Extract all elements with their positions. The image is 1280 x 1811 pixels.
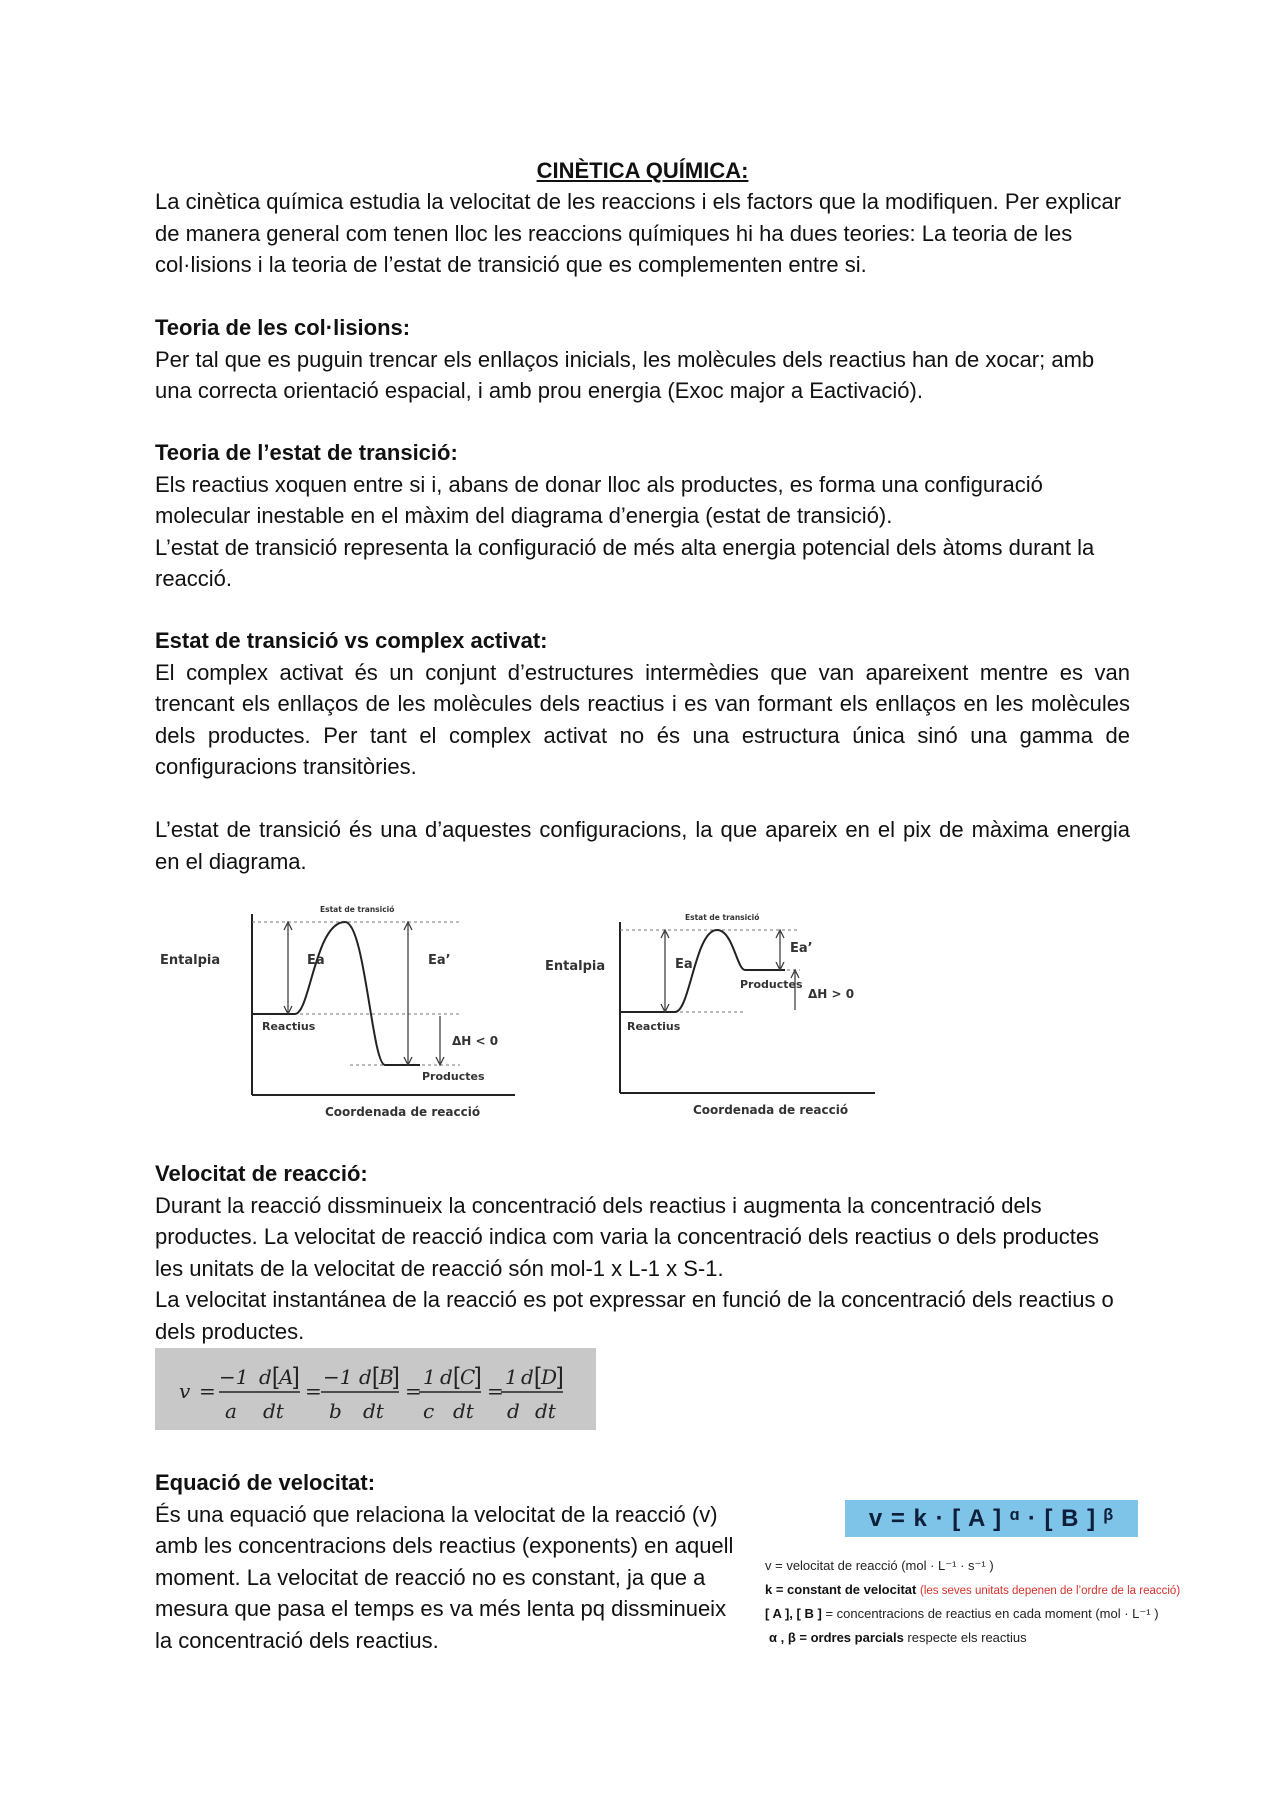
term-c-dt: dt [453, 1399, 474, 1423]
k-definition-note: (les seves unitats depenen de l’ordre de la reacció) [919, 1585, 1181, 1597]
orders-definition-bold: α , β = ordres parcials [769, 1630, 904, 1645]
page-title: CINÈTICA QUÍMICA: [536, 158, 749, 183]
intro-paragraph [155, 186, 1130, 281]
energy-curve [252, 922, 420, 1065]
term-d-d: d [521, 1365, 534, 1389]
v-definition: v = velocitat de reacció (mol · L⁻¹ · s⁻¹ ) [765, 1558, 994, 1573]
section-heading: Equació de velocitat: [155, 1470, 376, 1495]
section-heading: Teoria de l’estat de transició: [155, 440, 458, 465]
term-a-d: d [259, 1365, 272, 1389]
orders-definition-text: respecte els reactius [907, 1630, 1027, 1645]
term-c-bracket-open: [ [453, 1363, 460, 1390]
reactants-label: Reactius [627, 1020, 681, 1033]
concentration-definition-bold: [ A ], [ B ] [765, 1606, 822, 1621]
term-d-bracket-open: [ [534, 1363, 541, 1390]
formula-equals: = [405, 1379, 422, 1403]
section-text: És una equació que relaciona la velocitat de la reacció (v) amb les concentracions dels reactius (exponents) en aquell moment. La velocitat de reacció no es constant, ja que a mesura que pasa el temps es va més lenta pq dissminueix la concentració dels reactius. [155, 1501, 734, 1653]
term-d-numerator: 1 [505, 1365, 518, 1389]
x-axis-label: Coordenada de reacció [693, 1103, 849, 1117]
term-a-numerator: −1 [219, 1365, 249, 1389]
section-complex [155, 625, 1130, 877]
rate-formula [155, 1348, 596, 1430]
term-b-dt: dt [363, 1399, 384, 1423]
section-text: La velocitat instantánea de la reacció es pot expressar en funció de la concentració dels reactius o dels productes. [155, 1287, 1114, 1344]
concentration-definition-text: = concentracions de reactius en cada moment (mol · L⁻¹ ) [825, 1606, 1159, 1621]
term-d-species: D [541, 1365, 558, 1389]
section-text: El complex activat és un conjunt d’estructures intermèdies que van apareixent mentre es van trencant els enllaços de les molècules dels reactius i es van formant els enllaços en les molècules dels productes. Per tant el complex activat no és una estructura única sinó una gamma de configuracions transitòries. [155, 659, 1130, 779]
dh-label: ΔH < 0 [452, 1034, 499, 1048]
section-velocity [155, 1158, 1130, 1347]
section-text: L’estat de transició és una d’aquestes configuracions, la que apareix en el pix de màxima energia en el diagrama. [155, 817, 1130, 874]
section-heading: Teoria de les col·lisions: [155, 315, 411, 340]
section-collisions [155, 312, 1130, 407]
term-b-d: d [359, 1365, 372, 1389]
section-text: Per tal que es puguin trencar els enllaços inicials, les molècules dels reactius han de xocar; amb una correcta orientació espacial, i amb prou energia (Exoc major a Eactivació). [155, 346, 1095, 403]
products-label: Productes [740, 978, 803, 991]
formula-equals: = [199, 1379, 216, 1403]
term-c-species: C [460, 1365, 476, 1389]
formula-equals: = [487, 1379, 504, 1403]
y-axis-label: Entalpia [545, 959, 606, 974]
section-text: Els reactius xoquen entre si i, abans de donar lloc als productes, es forma una configuració molecular inestable en el màxim del diagrama d’energia (estat de transició). [155, 471, 1043, 528]
energy-curve [620, 930, 785, 1012]
peak-label: Estat de transició [320, 905, 395, 914]
term-c-bracket-close: ] [475, 1363, 482, 1390]
formula-equals: = [305, 1379, 322, 1403]
term-a-dt: dt [263, 1399, 284, 1423]
ea-rev-label: Ea’ [428, 953, 451, 968]
term-a-bracket-close: ] [293, 1363, 300, 1390]
intro-text: La cinètica química estudia la velocitat de les reaccions i els factors que la modifiquen. Per explicar de manera general com tenen lloc les reaccions químiques hi ha dues teories: La teoria de les col·lisions i la teoria de l’estat de transició que es complementen entre si. [155, 189, 1122, 277]
products-label: Productes [422, 1070, 485, 1083]
section-equation [155, 1467, 745, 1656]
term-b-numerator: −1 [323, 1365, 353, 1389]
ea-label: Ea [307, 953, 325, 968]
term-b-coef: b [329, 1399, 342, 1423]
term-c-coef: c [423, 1399, 435, 1423]
term-c-numerator: 1 [423, 1365, 436, 1389]
rate-law-banner: v = k · [ A ] ᵅ · [ B ] ᵝ [845, 1500, 1138, 1537]
formula-v: v [179, 1379, 191, 1403]
term-a-coef: a [225, 1399, 237, 1423]
y-axis-label: Entalpia [160, 953, 221, 968]
term-a-bracket-open: [ [272, 1363, 279, 1390]
section-heading: Velocitat de reacció: [155, 1161, 368, 1186]
orders-definition [769, 1630, 1027, 1645]
dh-label: ΔH > 0 [808, 987, 855, 1001]
term-b-species: B [379, 1365, 394, 1389]
section-text: L’estat de transició representa la configuració de més alta energia potencial dels àtoms durant la reacció. [155, 534, 1095, 591]
peak-label: Estat de transició [685, 913, 760, 922]
term-b-bracket-close: ] [393, 1363, 400, 1390]
reactants-label: Reactius [262, 1020, 316, 1033]
term-d-coef: d [507, 1399, 520, 1423]
endothermic-energy-diagram [545, 908, 885, 1128]
k-definition [765, 1582, 1180, 1597]
ea-label: Ea [675, 957, 693, 972]
concentration-definition [765, 1606, 1159, 1622]
term-d-dt: dt [535, 1399, 556, 1423]
term-d-bracket-close: ] [557, 1363, 564, 1390]
section-heading: Estat de transició vs complex activat: [155, 628, 548, 653]
x-axis-label: Coordenada de reacció [325, 1105, 481, 1119]
term-a-species: A [279, 1365, 294, 1389]
term-c-d: d [440, 1365, 453, 1389]
ea-rev-label: Ea’ [790, 941, 813, 956]
k-definition-bold: k = constant de velocitat [765, 1582, 917, 1597]
term-b-bracket-open: [ [372, 1363, 379, 1390]
section-transition [155, 437, 1130, 595]
section-text: Durant la reacció dissminueix la concentració dels reactius i augmenta la concentració dels productes. La velocitat de reacció indica com varia la concentració dels reactius o dels productes les unitats de la velocitat de reacció són mol-1 x L-1 x S-1. [155, 1192, 1100, 1281]
rate-law-panel [765, 1500, 1235, 1660]
exothermic-energy-diagram [160, 900, 520, 1130]
